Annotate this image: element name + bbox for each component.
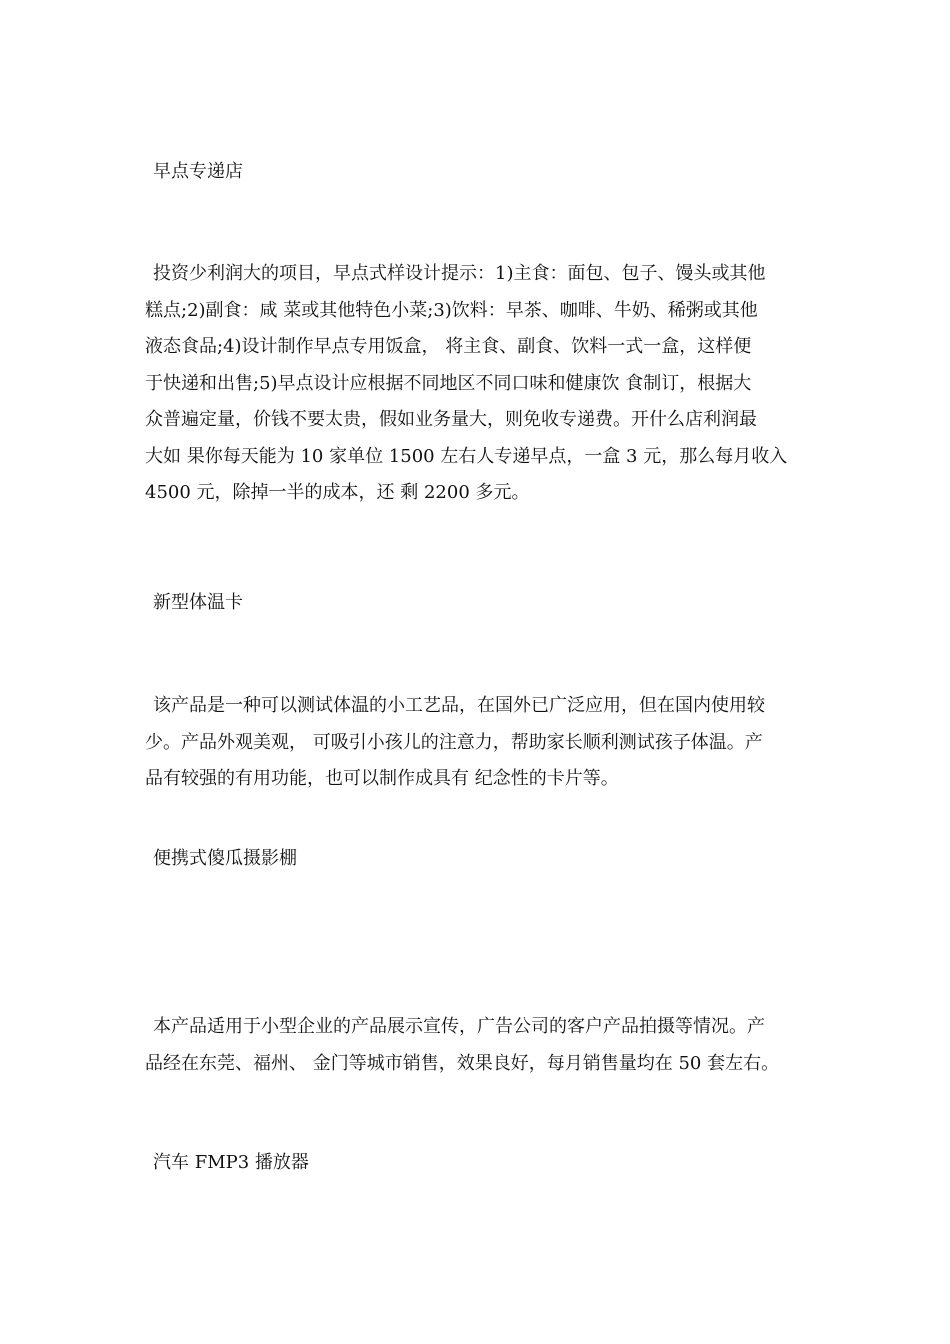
paragraph-line: 大如 果你每天能为 10 家单位 1500 左右人专递早点，一盒 3 元，那么每月收入 (145, 445, 788, 467)
section-body-portable-photo-studio (145, 1009, 810, 1082)
paragraph-line: 众普遍定量，价钱不要太贵，假如业务量大，则免收专递费。开什么店利润最 (145, 409, 757, 430)
paragraph-line: 品经在东莞、福州、 金门等城市销售，效果良好，每月销售量均在 50 套左右。 (145, 1052, 780, 1074)
paragraph-line: 品有较强的有用功能，也可以制作成具有 纪念性的卡片等。 (145, 768, 619, 789)
section-body-temperature-card (145, 688, 810, 798)
section-heading-temperature-card: 新型体温卡 (153, 592, 243, 613)
section-body-breakfast-delivery (145, 256, 810, 512)
section-heading-car-mp3-player: 汽车 FMP3 播放器 (153, 1152, 309, 1173)
paragraph-line: 该产品是一种可以测试体温的小工艺品，在国外已广泛应用，但在国内使用较 (153, 695, 765, 716)
paragraph-line: 液态食品;4)设计制作早点专用饭盒， 将主食、副食、饮料一式一盒，这样便 (145, 336, 752, 357)
paragraph-line: 4500 元，除掉一半的成本，还 剩 2200 多元。 (145, 482, 530, 503)
paragraph-line: 投资少利润大的项目，早点式样设计提示：1)主食：面包、包子、馒头或其他 (153, 263, 766, 284)
paragraph-line: 糕点;2)副食：咸 菜或其他特色小菜;3)饮料：早茶、咖啡、牛奶、稀粥或其他 (145, 299, 758, 321)
paragraph-line: 本产品适用于小型企业的产品展示宣传，广告公司的客户产品拍摄等情况。产 (153, 1016, 765, 1037)
section-heading-breakfast-delivery: 早点专递店 (153, 161, 243, 182)
section-heading-portable-photo-studio: 便携式傻瓜摄影棚 (153, 848, 297, 869)
paragraph-line: 少。产品外观美观， 可吸引小孩儿的注意力，帮助家长顺利测试孩子体温。产 (145, 731, 763, 753)
paragraph-line: 于快递和出售;5)早点设计应根据不同地区不同口味和健康饮 食制订，根据大 (145, 372, 752, 394)
